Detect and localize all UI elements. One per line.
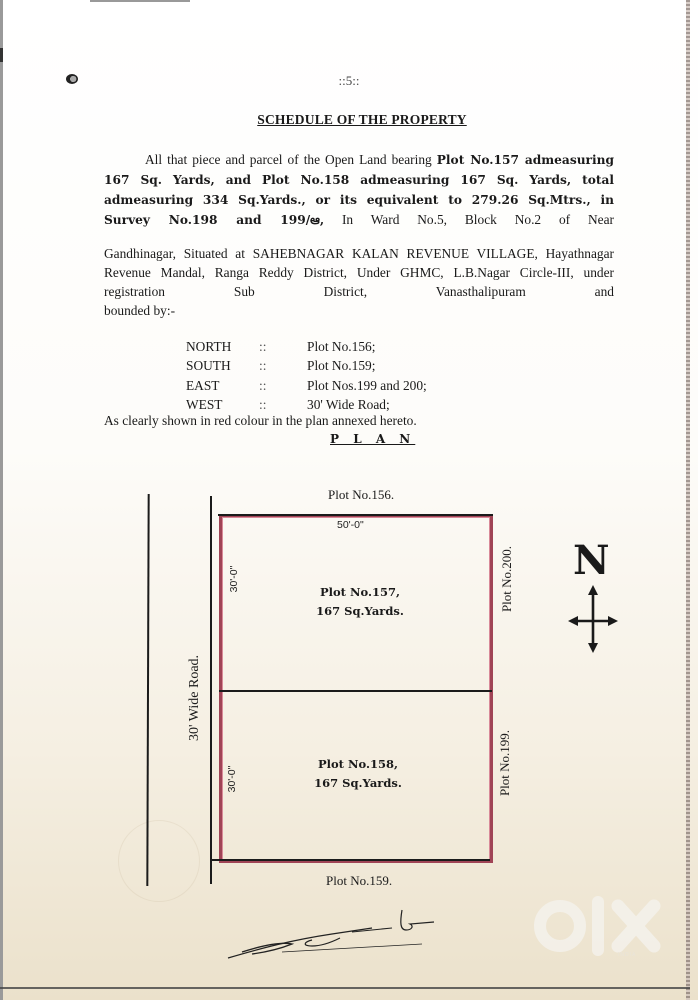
boundary-separator: :: [259,338,267,354]
description-text-tail: In Ward No.5, Block No.2 of Near [324,212,614,227]
road-edge-line-right [210,496,212,884]
boundary-direction: SOUTH [186,358,231,374]
location-description [104,244,614,320]
north-boundary-line [218,514,493,516]
boundary-separator: :: [259,358,267,374]
boundary-direction: NORTH [186,338,232,354]
plot-157-number: Plot No.157, [320,585,400,599]
boundary-value: 30' Wide Road; [307,397,390,413]
road-label: 30' Wide Road. [187,654,202,742]
boundaries-list [186,337,427,415]
boundary-row-south [186,357,427,377]
compass-arrows-icon [568,585,618,653]
boundary-value: Plot No.159; [307,358,376,374]
location-last-line: bounded by:- [104,303,176,318]
plot-158-area: 167 Sq.Yards. [314,776,402,790]
boundary-value: Plot No.156; [307,338,376,354]
boundary-separator: :: [259,377,267,393]
boundary-value: Plot Nos.199 and 200; [307,377,427,393]
left-dimension-lower: 30'-0" [226,765,238,793]
boundary-direction: EAST [186,377,220,393]
east-upper-label: Plot No.200. [499,545,514,613]
boundary-separator: :: [259,397,267,413]
bottom-rule [0,987,690,989]
property-boundary-red [219,514,493,863]
description-bold-text: Plot No.157 admeasuring 167 Sq. Yards, and Plot No.158 admeasuring 167 Sq. Yards, total admeasuring 334 Sq.Yards., or its equivalent to 279.26 Sq.Mtrs., in Survey No.198 and 199/ఆ, [104,153,614,227]
olx-watermark-logo [534,892,664,967]
description-text: All that piece and parcel of the Open Land bearing [145,152,437,167]
location-text: Gandhinagar, Situated at SAHEBNAGAR KALAN REVENUE VILLAGE, Hayathnagar Revenue Mandal, Ranga Reddy District, Under GHMC, L.B.Nagar Circle-III, under registration Sub District, Vanasthalipuram and [104,246,614,299]
south-boundary-line [210,859,490,861]
top-dimension: 50'-0" [337,519,364,531]
page-right-edge [686,0,690,1000]
olx-watermark-sub: INDIA [618,952,637,958]
page-left-edge [0,0,3,1000]
plot-157-label [290,583,430,621]
page-number: ::5:: [338,73,360,88]
boundary-row-north [186,337,427,357]
plot-divider-line [219,690,492,692]
north-neighbor-label: Plot No.156. [328,487,395,502]
boundary-direction: WEST [186,397,223,413]
boundary-row-east [186,376,427,396]
page-title: SCHEDULE OF THE PROPERTY [257,112,467,127]
page-left-edge-mark [0,48,3,62]
east-lower-label: Plot No.199. [497,729,512,797]
plan-note: As clearly shown in red colour in the plan annexed hereto. [104,413,417,428]
north-letter: N [573,537,610,584]
plot-157-area: 167 Sq.Yards. [316,604,404,618]
signature [222,900,442,970]
plot-158-number: Plot No.158, [318,757,398,771]
left-dimension-upper: 30'-0" [228,565,240,593]
faded-stamp [118,820,200,902]
plan-heading: P L A N [330,432,416,446]
south-neighbor-label: Plot No.159. [326,873,393,888]
plot-158-label [288,755,428,793]
property-description [104,150,614,230]
top-rule [90,0,190,2]
